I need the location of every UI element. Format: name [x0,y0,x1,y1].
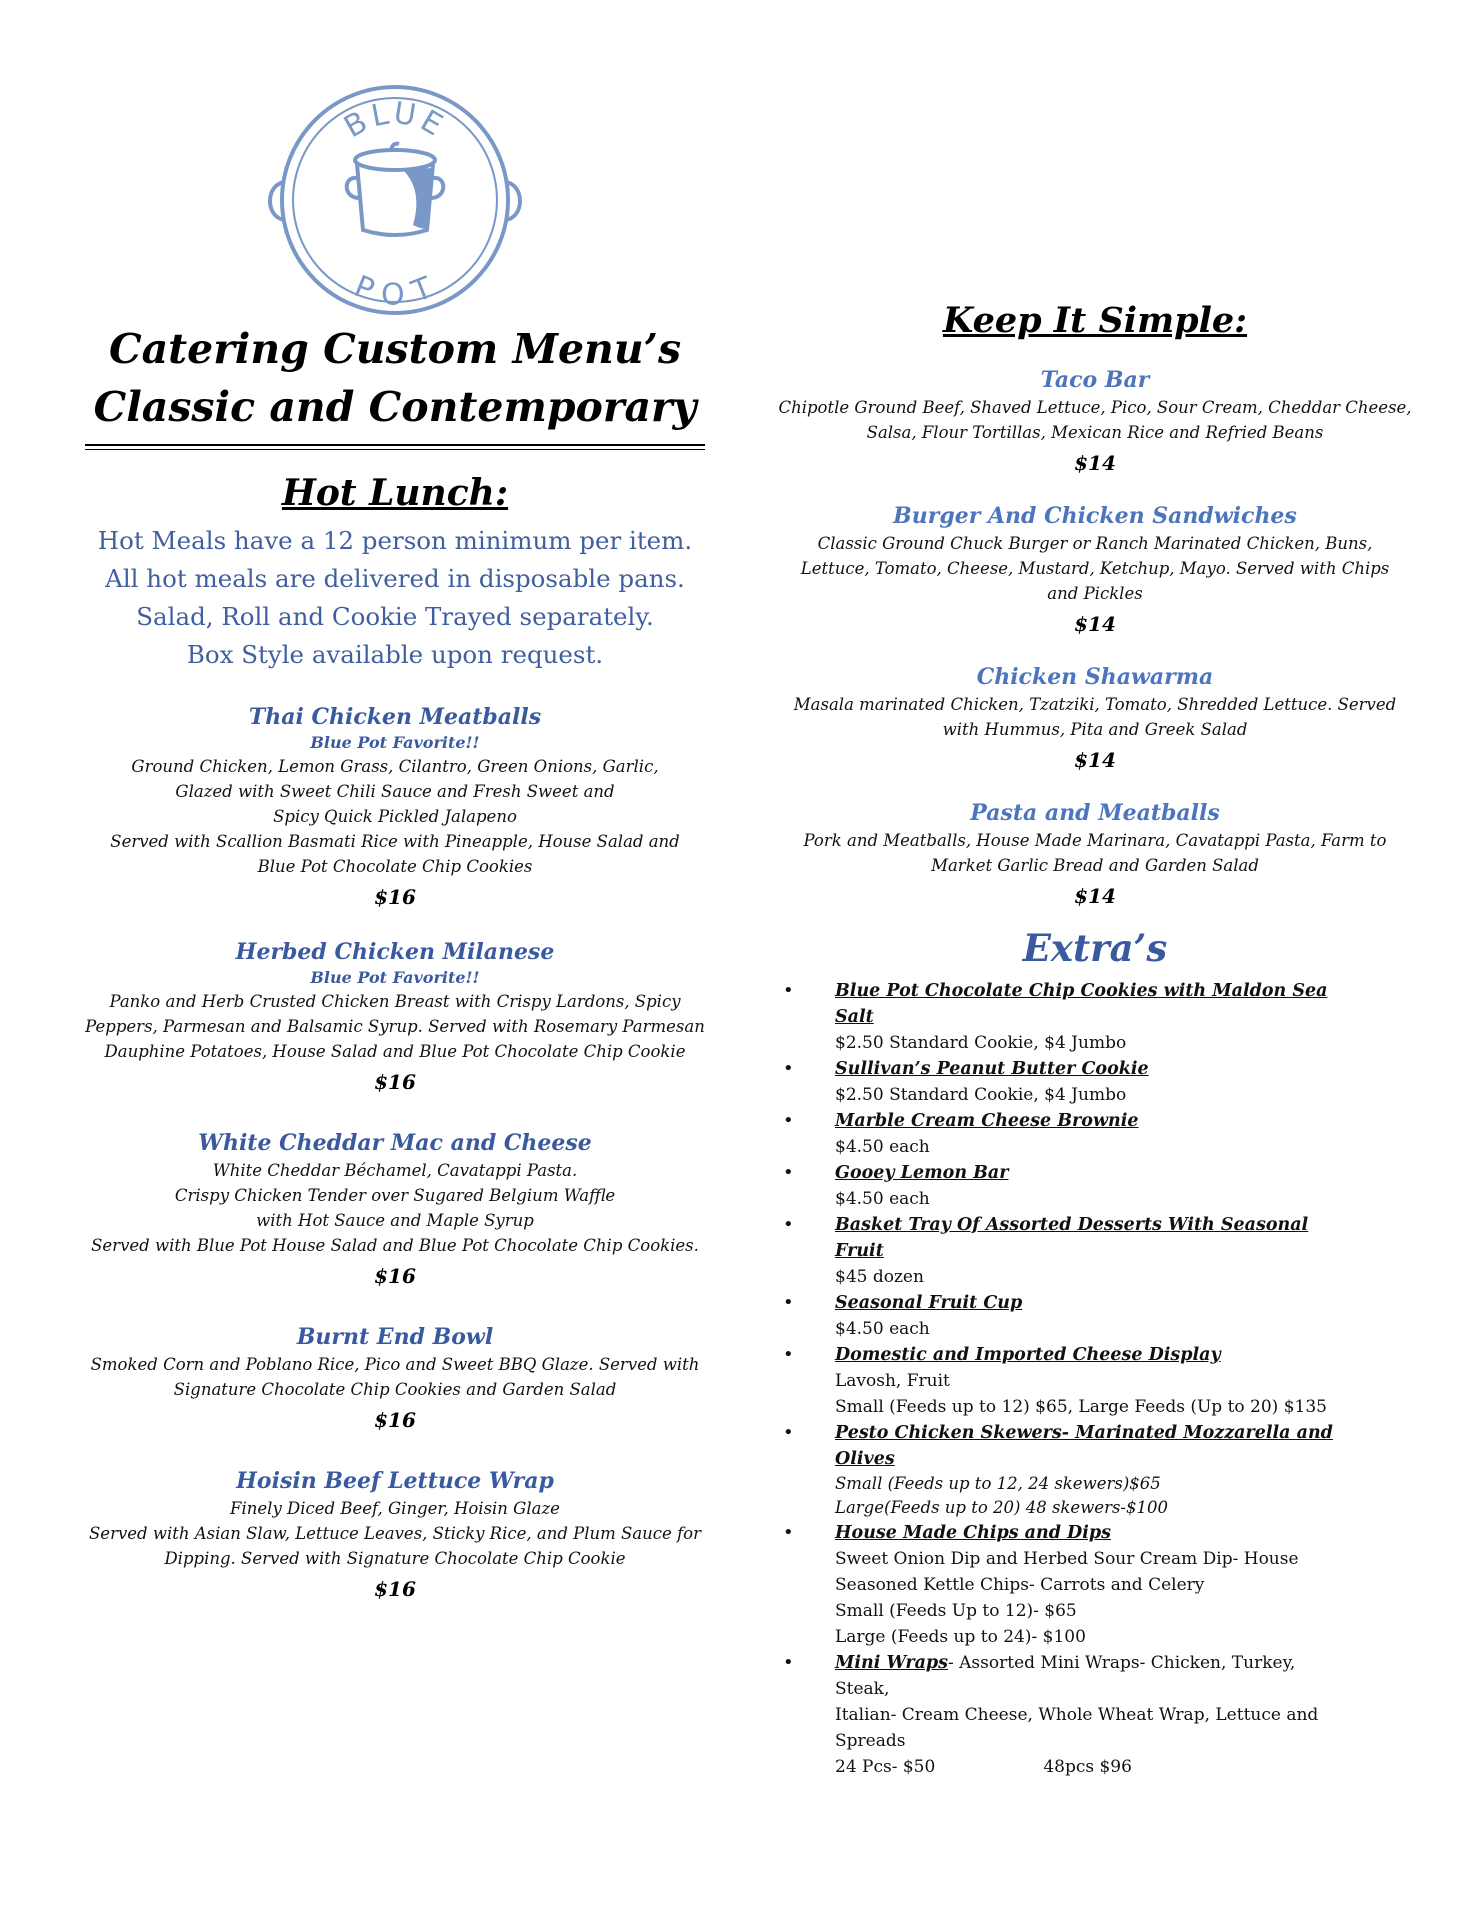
item-desc: Glazed with Sweet Chili Sauce and Fresh Sweet and [175,782,615,801]
svg-text:BLUE [338,96,452,146]
menu-item-hoisin-beef-wrap [80,1466,710,1601]
extras-heading: Extra’s [1022,926,1168,970]
extra-line: Large(Feeds up to 20) 48 skewers-$100 [835,1498,1168,1517]
extra-line: $2.50 Standard Cookie, $4 Jumbo [835,1085,1127,1105]
item-desc: with Hot Sauce and Maple Syrup [256,1211,534,1230]
title-line-2: Classic and Contemporary [93,383,697,431]
list-item [775,1342,1355,1420]
list-item [775,1650,1355,1780]
item-title: Pasta and Meatballs [970,800,1220,826]
item-desc: Crispy Chicken Tender over Sugared Belgium Waffle [174,1186,616,1205]
item-desc: White Cheddar Béchamel, Cavatappi Pasta. [212,1161,578,1180]
item-price: $14 [1074,612,1116,636]
favorite-tag: Blue Pot Favorite!! [310,733,480,752]
item-price: $16 [374,1264,416,1288]
item-title: Thai Chicken Meatballs [248,704,542,730]
extra-title: Mini Wraps [835,1653,948,1673]
item-desc: Served with Blue Pot House Salad and Blue Pot Chocolate Chip Cookies. [91,1236,699,1255]
menu-item-burger-chicken-sandwiches [775,501,1415,636]
menu-item-pasta-meatballs [775,798,1415,908]
extra-title: Pesto Chicken Skewers- Marinated Mozzarella and Olives [835,1423,1333,1469]
item-title: White Cheddar Mac and Cheese [198,1130,592,1156]
item-title: Burnt End Bowl [296,1324,494,1350]
item-desc: Peppers, Parmesan and Balsamic Syrup. Served with Rosemary Parmesan [85,1017,705,1036]
extra-line: Lavosh, Fruit [835,1371,950,1391]
list-item [775,1056,1355,1108]
item-desc: Salsa, Flour Tortillas, Mexican Rice and Refried Beans [866,423,1324,442]
list-item [775,1212,1355,1290]
list-item [775,1108,1355,1160]
extra-inline-text: - Assorted Mini Wraps- Chicken, Turkey, Steak, [835,1653,1296,1699]
menu-item-white-cheddar-mac [80,1128,710,1288]
svg-text:POT [349,269,440,312]
extra-line: Sweet Onion Dip and Herbed Sour Cream Dip- House [835,1549,1299,1569]
intro-line: Hot Meals have a 12 person minimum per item. [97,526,693,555]
extra-line: Seasoned Kettle Chips- Carrots and Celery [835,1575,1205,1595]
logo-top-text: BLUE [337,95,452,146]
intro-line: All hot meals are delivered in disposable pans. [105,564,685,593]
extra-title: House Made Chips and Dips [835,1523,1111,1543]
extra-line: $45 dozen [835,1267,924,1287]
item-desc: Chipotle Ground Beef, Shaved Lettuce, Pico, Sour Cream, Cheddar Cheese, [778,398,1412,417]
item-desc: Panko and Herb Crusted Chicken Breast with Crispy Lardons, Spicy [109,992,681,1011]
item-desc: with Hummus, Pita and Greek Salad [942,720,1248,739]
extra-price-row [835,1754,1355,1780]
extras-list [775,978,1415,1780]
extra-title: Seasonal Fruit Cup [835,1293,1023,1313]
item-desc: Smoked Corn and Poblano Rice, Pico and Sweet BBQ Glaze. Served with [90,1355,700,1374]
item-desc: Classic Ground Chuck Burger or Ranch Marinated Chicken, Buns, [817,534,1373,553]
left-column [80,80,710,1601]
price-48pcs: 48pcs $96 [1043,1757,1132,1777]
item-price: $16 [374,885,416,909]
item-desc: Masala marinated Chicken, Tzatziki, Tomato, Shredded Lettuce. Served [793,695,1397,714]
extra-title: Blue Pot Chocolate Chip Cookies with Maldon Sea Salt [835,981,1328,1027]
item-desc: Served with Asian Slaw, Lettuce Leaves, Sticky Rice, and Plum Sauce for [89,1524,701,1543]
extra-title: Gooey Lemon Bar [835,1163,1009,1183]
item-title: Hoisin Beef Lettuce Wrap [236,1468,554,1494]
extra-line: $4.50 each [835,1189,930,1209]
item-desc: Pork and Meatballs, House Made Marinara, Cavatappi Pasta, Farm to [803,831,1387,850]
title-line-1: Catering Custom Menu’s [108,325,682,373]
menu-item-chicken-shawarma [775,662,1415,772]
extra-line: Small (Feeds up to 12) $65, Large Feeds (Up to 20) $135 [835,1397,1327,1417]
favorite-tag: Blue Pot Favorite!! [310,968,480,987]
list-item [775,1420,1355,1520]
item-price: $14 [1074,748,1116,772]
extra-line: Small (Feeds up to 12, 24 skewers)$65 [835,1474,1161,1493]
extra-title: Domestic and Imported Cheese Display [835,1345,1221,1365]
logo-bottom-text: POT [348,269,441,313]
extra-title: Marble Cream Cheese Brownie [835,1111,1139,1131]
item-desc: Lettuce, Tomato, Cheese, Mustard, Ketchup, Mayo. Served with Chips [800,559,1390,578]
hot-lunch-intro [80,522,710,674]
list-item [775,978,1355,1056]
right-column [775,300,1415,1780]
extra-line: $4.50 each [835,1319,930,1339]
extra-line: Italian- Cream Cheese, Whole Wheat Wrap, Lettuce and [835,1705,1319,1725]
list-item [775,1290,1355,1342]
extra-line: $2.50 Standard Cookie, $4 Jumbo [835,1033,1127,1053]
item-desc: Finely Diced Beef, Ginger, Hoisin Glaze [230,1499,560,1518]
keep-it-simple-heading: Keep It Simple: [942,300,1248,341]
item-price: $14 [1074,451,1116,475]
menu-item-thai-chicken-meatballs [80,702,710,909]
item-desc: Signature Chocolate Chip Cookies and Garden Salad [173,1380,617,1399]
blue-pot-logo [263,80,528,320]
item-desc: Served with Scallion Basmati Rice with Pineapple, House Salad and [110,832,680,851]
item-title: Chicken Shawarma [976,664,1214,690]
extra-title: Sullivan’s Peanut Butter Cookie [835,1059,1149,1079]
item-title: Burger And Chicken Sandwiches [893,503,1297,529]
title-divider [85,444,705,450]
item-title: Herbed Chicken Milanese [235,939,555,965]
list-item [775,1520,1355,1650]
item-desc: Spicy Quick Pickled Jalapeno [273,807,517,826]
list-item [775,1160,1355,1212]
item-desc: Ground Chicken, Lemon Grass, Cilantro, Green Onions, Garlic, [131,757,659,776]
item-title: Taco Bar [1040,367,1150,393]
extra-title: Basket Tray Of Assorted Desserts With Seasonal Fruit [835,1215,1309,1261]
price-24pcs: 24 Pcs- $50 [835,1757,936,1777]
hot-lunch-heading: Hot Lunch: [281,472,509,514]
intro-line: Salad, Roll and Cookie Trayed separately. [136,602,654,631]
extra-line: Small (Feeds Up to 12)- $65 [835,1601,1077,1621]
menu-item-herbed-chicken-milanese [80,937,710,1094]
item-price: $14 [1074,884,1116,908]
extra-line: Spreads [835,1731,906,1751]
item-price: $16 [374,1408,416,1432]
extra-line: Large (Feeds up to 24)- $100 [835,1627,1086,1647]
item-price: $16 [374,1070,416,1094]
menu-item-taco-bar [775,365,1415,475]
item-price: $16 [374,1577,416,1601]
menu-item-burnt-end-bowl [80,1322,710,1432]
item-desc: Dipping. Served with Signature Chocolate Chip Cookie [164,1549,626,1568]
item-desc: Blue Pot Chocolate Chip Cookies [257,857,533,876]
intro-line: Box Style available upon request. [186,640,604,669]
item-desc: Market Garlic Bread and Garden Salad [931,856,1259,875]
extra-line: $4.50 each [835,1137,930,1157]
item-desc: and Pickles [1047,584,1143,603]
item-desc: Dauphine Potatoes, House Salad and Blue Pot Chocolate Chip Cookie [104,1042,686,1061]
